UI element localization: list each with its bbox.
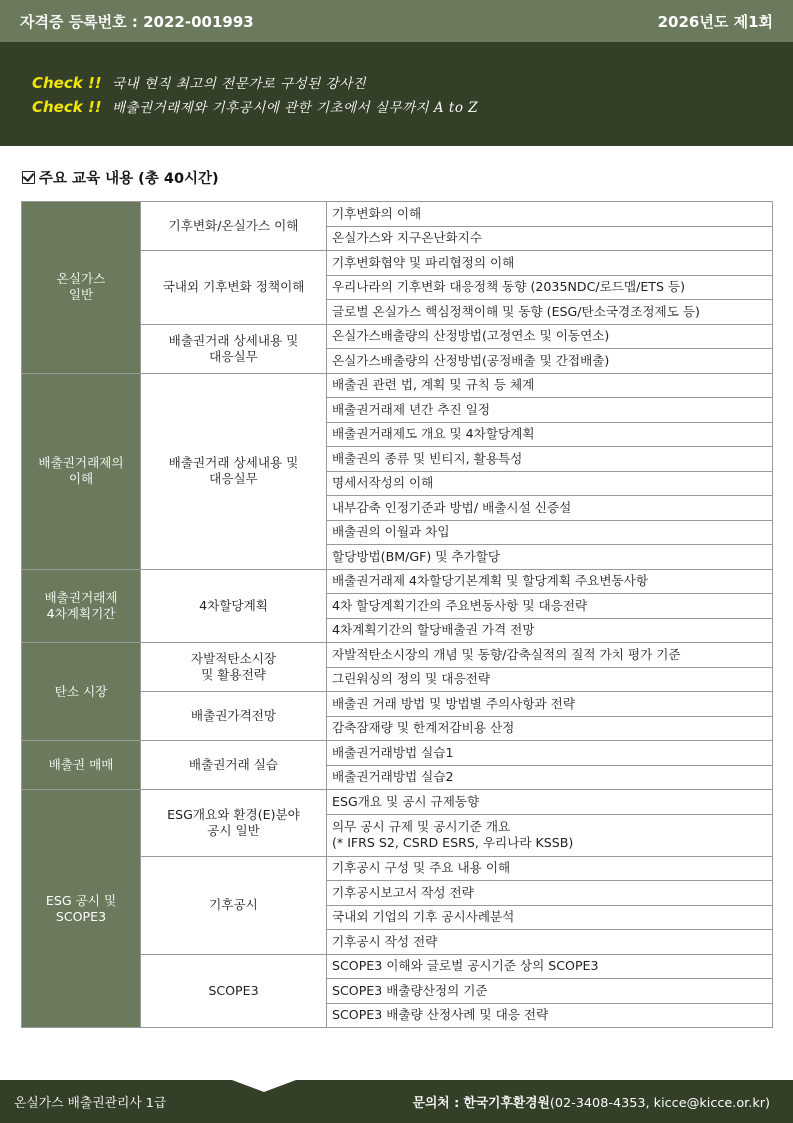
- category-cell: [22, 569, 141, 643]
- item-cell: 기후변화의 이해: [327, 202, 773, 227]
- org-name: 한국기후환경원: [463, 1096, 550, 1111]
- item-cell: 기후변화협약 및 파리협정의 이해: [327, 251, 773, 276]
- item-cell: 그린워싱의 정의 및 대응전략: [327, 667, 773, 692]
- contact-label: 문의처 :: [412, 1096, 460, 1111]
- item-cell: 우리나라의 기후변화 대응정책 동향 (2035NDC/로드맵/ETS 등): [327, 275, 773, 300]
- subject-label: 기후변화/온실가스 이해: [168, 218, 299, 233]
- subject-label: SCOPE3: [208, 982, 259, 998]
- checkbox-icon: [22, 171, 35, 184]
- table-row: [22, 373, 773, 398]
- header-bar: [0, 0, 793, 42]
- table-row: [22, 202, 773, 227]
- item-cell: 기후공시보고서 작성 전략: [327, 881, 773, 906]
- subject-cell: [141, 790, 327, 857]
- category-cell: [22, 790, 141, 1028]
- item-cell: SCOPE3 배출량산정의 기준: [327, 979, 773, 1004]
- section-title-text: 주요 교육 내용 (총 40시간): [39, 171, 219, 187]
- subject-label: 4차할당계획: [199, 597, 268, 613]
- item-cell: 기후공시 구성 및 주요 내용 이해: [327, 856, 773, 881]
- subject-label: ESG개요와 환경(E)분야 공시 일반: [167, 806, 300, 838]
- subject-label: 기후공시: [209, 897, 258, 912]
- course-name: 온실가스 배출권관리사 1급: [14, 1096, 167, 1111]
- category-label: 배출권거래제 4차계획기간: [44, 589, 118, 621]
- subject-cell: [141, 692, 327, 741]
- footer-bar: [0, 1080, 793, 1123]
- subject-cell: [141, 643, 327, 692]
- item-cell: 자발적탄소시장의 개념 및 동향/감축실적의 질적 가치 평가 기준: [327, 643, 773, 668]
- category-cell: [22, 373, 141, 569]
- item-cell: 할당방법(BM/GF) 및 추가할당: [327, 545, 773, 570]
- subject-label: 국내외 기후변화 정책이해: [162, 279, 305, 295]
- check-tag: Check !!: [32, 74, 102, 92]
- contact-info: [413, 1092, 770, 1111]
- highlight-banner: [0, 42, 793, 146]
- table-row: [22, 741, 773, 766]
- subject-label: 배출권거래 상세내용 및 대응실무: [168, 332, 299, 364]
- subject-cell: [141, 569, 327, 643]
- cert-number: 자격증 등록번호 : 2022-001993: [20, 12, 254, 31]
- category-label: ESG 공시 및 SCOPE3: [45, 892, 117, 924]
- subject-cell: [141, 741, 327, 790]
- item-cell: 배출권거래제도 개요 및 4차할당계획: [327, 422, 773, 447]
- category-cell: [22, 643, 141, 741]
- item-cell: 배출권거래제 년간 추진 일정: [327, 398, 773, 423]
- item-cell: 온실가스배출량의 산정방법(고정연소 및 이동연소): [327, 324, 773, 349]
- item-cell: 국내외 기업의 기후 공시사례분석: [327, 905, 773, 930]
- item-cell: 배출권 관련 법, 계획 및 규칙 등 체계: [327, 373, 773, 398]
- item-cell: 의무 공시 규제 및 공시기준 개요 (* IFRS S2, CSRD ESRS, 우리나라 KSSB): [327, 814, 773, 856]
- section-title: [22, 167, 219, 188]
- category-label: 탄소 시장: [54, 683, 108, 699]
- item-cell: SCOPE3 이해와 글로벌 공시기준 상의 SCOPE3: [327, 954, 773, 979]
- item-cell: 명세서작성의 이해: [327, 471, 773, 496]
- subject-label: 배출권가격전망: [190, 708, 277, 723]
- check-text: 국내 현직 최고의 전문가로 구성된 강사진: [112, 76, 367, 92]
- item-cell: 4차계획기간의 할당배출권 가격 전망: [327, 618, 773, 643]
- item-cell: 감축잠재량 및 한계저감비용 산정: [327, 716, 773, 741]
- item-cell: 배출권거래방법 실습2: [327, 765, 773, 790]
- item-cell: 4차 할당계획기간의 주요변동사항 및 대응전략: [327, 594, 773, 619]
- category-label: 배출권 매매: [48, 757, 114, 772]
- contact-details: (02-3408-4353, kicce@kicce.or.kr): [549, 1096, 770, 1111]
- subject-label: 배출권거래 상세내용 및 대응실무: [168, 455, 299, 486]
- footer-notch: [232, 1080, 296, 1092]
- table-row: [22, 569, 773, 594]
- category-label: 배출권거래제의 이해: [38, 455, 124, 486]
- item-cell: 배출권거래제 4차할당기본계획 및 할당계획 주요변동사항: [327, 569, 773, 594]
- subject-label: 자발적탄소시장 및 활용전략: [190, 651, 277, 682]
- category-label: 온실가스 일반: [56, 271, 106, 303]
- category-cell: [22, 741, 141, 790]
- check-line: [32, 72, 793, 96]
- item-cell: 배출권 거래 방법 및 방법별 주의사항과 전략: [327, 692, 773, 717]
- table-row: [22, 643, 773, 668]
- item-cell: 온실가스와 지구온난화지수: [327, 226, 773, 251]
- item-cell: 기후공시 작성 전략: [327, 930, 773, 955]
- check-text: 배출권거래제와 기후공시에 관한 기초에서 실무까지 A to Z: [112, 100, 479, 116]
- check-line: [32, 96, 793, 120]
- item-cell: 온실가스배출량의 산정방법(공정배출 및 간접배출): [327, 349, 773, 374]
- subject-cell: [141, 856, 327, 954]
- subject-cell: [141, 324, 327, 373]
- category-cell: [22, 202, 141, 374]
- item-cell: 배출권의 종류 및 빈티지, 활용특성: [327, 447, 773, 472]
- curriculum-table: [21, 201, 773, 1028]
- item-cell: ESG개요 및 공시 규제동향: [327, 790, 773, 815]
- subject-cell: [141, 954, 327, 1028]
- subject-cell: [141, 251, 327, 325]
- item-cell: 배출권의 이월과 차입: [327, 520, 773, 545]
- check-tag: Check !!: [32, 98, 102, 116]
- subject-cell: [141, 373, 327, 569]
- item-cell: 내부감축 인정기준과 방법/ 배출시설 신증설: [327, 496, 773, 521]
- subject-cell: [141, 202, 327, 251]
- item-cell: 글로벌 온실가스 핵심정책이해 및 동향 (ESG/탄소국경조정제도 등): [327, 300, 773, 325]
- item-cell: 배출권거래방법 실습1: [327, 741, 773, 766]
- table-row: [22, 790, 773, 815]
- item-cell: SCOPE3 배출량 산정사례 및 대응 전략: [327, 1003, 773, 1028]
- edition-label: 2026년도 제1회: [657, 12, 773, 31]
- subject-label: 배출권거래 실습: [188, 757, 279, 772]
